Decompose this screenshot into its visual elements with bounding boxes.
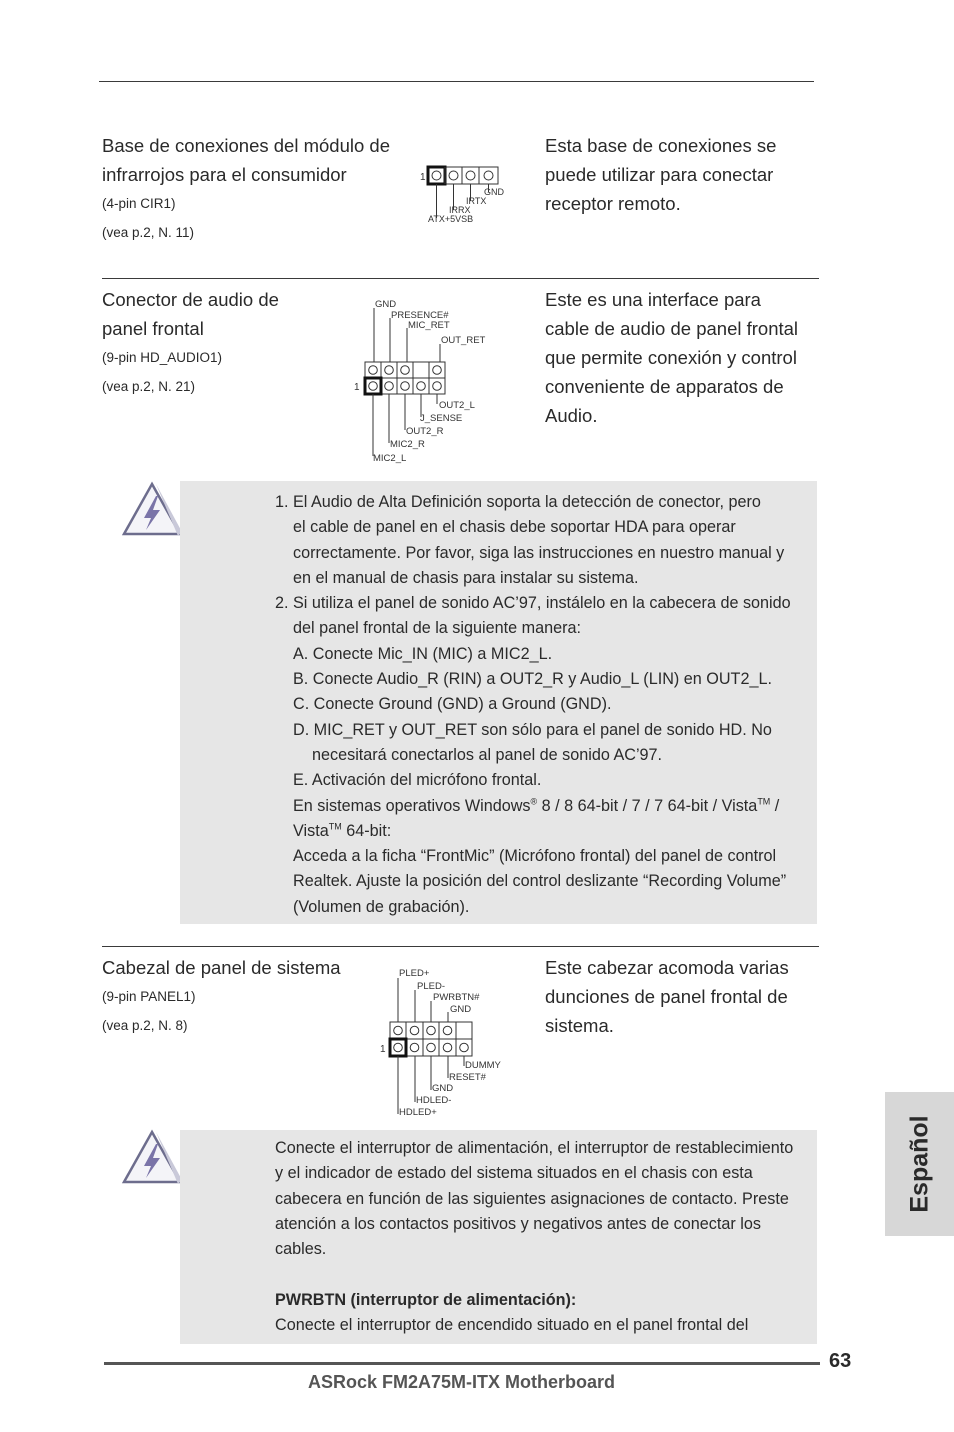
audio-j-sense-label: J_SENSE <box>420 413 463 424</box>
cir-title-line1: Base de conexiones del módulo de <box>102 135 390 156</box>
note1-line: C. Conecte Ground (GND) a Ground (GND). <box>293 695 612 714</box>
note1-line: el cable de panel en el chasis debe soportar HDA para operar <box>293 518 736 537</box>
note1-line: 1. El Audio de Alta Definición soporta la detección de conector, pero <box>275 493 761 511</box>
audio-pin1-label: 1 <box>354 382 360 393</box>
note1-text: En sistemas operativos Windows <box>293 796 531 815</box>
note2-spacer <box>275 1262 820 1287</box>
note1-vista-line <box>275 819 815 844</box>
audio-title-line2: panel frontal <box>102 318 204 339</box>
panel-title <box>102 953 402 1040</box>
audio-notes <box>275 490 815 920</box>
panel-desc-line2: dunciones de panel frontal de <box>545 986 788 1007</box>
cir-ref: (vea p.2, N. 11) <box>102 225 195 240</box>
note2-line: cabecera en función de las siguientes asignaciones de contacto. Preste <box>275 1189 789 1208</box>
footer-rule <box>104 1362 820 1365</box>
panel-pled-n-label: PLED- <box>417 981 445 992</box>
audio-rule <box>102 278 819 279</box>
cir-pin: (4-pin CIR1) <box>102 196 176 211</box>
panel-title-line1: Cabezal de panel de sistema <box>102 957 341 978</box>
panel-description <box>545 953 817 1040</box>
audio-pin: (9-pin HD_AUDIO1) <box>102 350 223 365</box>
cir-atx-label: ATX+5VSB <box>428 214 474 224</box>
note1-windows-line <box>275 794 815 819</box>
panel-gnd-label: GND <box>450 1004 472 1015</box>
cir-title-line2: infrarrojos para el consumidor <box>102 164 347 185</box>
cir-pin1-label: 1 <box>420 172 426 183</box>
language-tab <box>885 1092 954 1236</box>
audio-out2-r-label: OUT2_R <box>406 426 444 437</box>
cir-irrx-label: IRRX <box>449 205 471 215</box>
panel-desc-line3: sistema. <box>545 1015 614 1036</box>
panel-reset-label: RESET# <box>449 1072 486 1083</box>
panel-gnd2-label: GND <box>432 1083 454 1094</box>
cir-desc-line1: Esta base de conexiones se <box>545 135 777 156</box>
panel-desc-line1: Este cabezar acomoda varias <box>545 957 789 978</box>
cir-title <box>102 131 402 247</box>
audio-description <box>545 285 817 430</box>
audio-desc-line3: que permite conexión y control <box>545 347 797 368</box>
panel-rule <box>102 946 819 947</box>
audio-desc-line2: cable de audio de panel frontal <box>545 318 799 339</box>
cir-desc-line2: puede utilizar para conectar <box>545 164 774 185</box>
note2-line: Conecte el interruptor de alimentación, el interruptor de restablecimiento <box>275 1139 794 1157</box>
note2-line: y el indicador de estado del sistema situados en el chasis con esta <box>275 1164 753 1183</box>
cir-desc-line3: receptor remoto. <box>545 193 681 214</box>
note1-line: correctamente. Por favor, siga las instrucciones en nuestro manual y <box>293 543 785 562</box>
language-tab-label: Español <box>905 1115 933 1213</box>
note2-line: Conecte el interruptor de encendido situado en el panel frontal del <box>275 1316 749 1335</box>
audio-ref: (vea p.2, N. 21) <box>102 379 196 394</box>
audio-desc-line1: Este es una interface para <box>545 289 761 310</box>
note1-line: 2. Si utiliza el panel de sonido AC’97, instálelo en la cabecera de sonido <box>275 594 791 613</box>
panel-ref: (vea p.2, N. 8) <box>102 1018 188 1033</box>
note1-text: 64-bit: <box>341 821 392 840</box>
panel-notes <box>275 1136 820 1338</box>
warning-icon <box>120 1128 184 1186</box>
footer-title: ASRock FM2A75M-ITX Motherboard <box>308 1372 616 1392</box>
audio-title-line1: Conector de audio de <box>102 289 279 310</box>
panel-pin-diagram <box>378 964 518 1119</box>
note1-line: en el manual de chasis para instalar su sistema. <box>293 568 639 587</box>
note1-text: Vista <box>293 821 329 840</box>
audio-gnd-label: GND <box>375 299 397 310</box>
note1-text: 8 / 8 64-bit / 7 / 7 64-bit / Vista <box>537 796 758 815</box>
audio-out2-l-label: OUT2_L <box>439 400 475 411</box>
cir-pin-diagram <box>418 160 518 230</box>
note2-line: cables. <box>275 1240 327 1259</box>
audio-pin-diagram <box>350 296 500 466</box>
cir-description <box>545 131 817 218</box>
audio-desc-line4: conveniente de apparatos de <box>545 376 784 397</box>
note1-line: A. Conecte Mic_IN (MIC) a MIC2_L. <box>293 644 553 663</box>
note1-line: Realtek. Ajuste la posición del control deslizante “Recording Volume” <box>293 872 787 891</box>
cir-gnd-label: GND <box>484 187 504 197</box>
trademark-mark: TM <box>757 796 771 807</box>
cir-irtx-label: IRTX <box>466 196 487 206</box>
note1-line: del panel frontal de la siguiente manera: <box>293 619 581 638</box>
note1-line: E. Activación del micrófono frontal. <box>293 771 542 790</box>
panel-hdled-p-label: HDLED+ <box>399 1107 437 1118</box>
top-rule <box>99 81 814 82</box>
note1-line: (Volumen de grabación). <box>293 897 470 916</box>
panel-pin1-label: 1 <box>380 1044 386 1055</box>
audio-mic-ret-label: MIC_RET <box>408 320 450 331</box>
warning-icon <box>120 480 184 538</box>
note1-line: B. Conecte Audio_R (RIN) a OUT2_R y Audio_L (LIN) en OUT2_L. <box>293 670 772 689</box>
panel-hdled-n-label: HDLED- <box>416 1095 452 1106</box>
panel-pin: (9-pin PANEL1) <box>102 989 196 1004</box>
note2-line: atención a los contactos positivos y negativos antes de conectar los <box>275 1214 761 1233</box>
note1-line: necesitará conectarlos al panel de sonido AC’97. <box>312 745 663 764</box>
audio-mic2-l-label: MIC2_L <box>373 453 407 464</box>
note1-text: / <box>770 796 780 815</box>
page-number: 63 <box>829 1350 852 1372</box>
panel-pled-p-label: PLED+ <box>399 968 430 979</box>
audio-desc-line5: Audio. <box>545 405 598 426</box>
note2-heading: PWRBTN (interruptor de alimentación): <box>275 1290 577 1309</box>
note1-line: Acceda a la ficha “FrontMic” (Micrófono frontal) del panel de control <box>293 847 777 866</box>
audio-presence-label: PRESENCE# <box>391 310 449 321</box>
trademark-mark: TM <box>328 821 342 832</box>
audio-mic2-r-label: MIC2_R <box>390 439 425 450</box>
registered-mark: ® <box>530 796 538 807</box>
note1-line: D. MIC_RET y OUT_RET son sólo para el panel de sonido HD. No <box>293 720 772 739</box>
panel-dummy-label: DUMMY <box>465 1060 501 1071</box>
panel-pwrbtn-label: PWRBTN# <box>433 992 480 1003</box>
audio-out-ret-label: OUT_RET <box>441 335 486 346</box>
